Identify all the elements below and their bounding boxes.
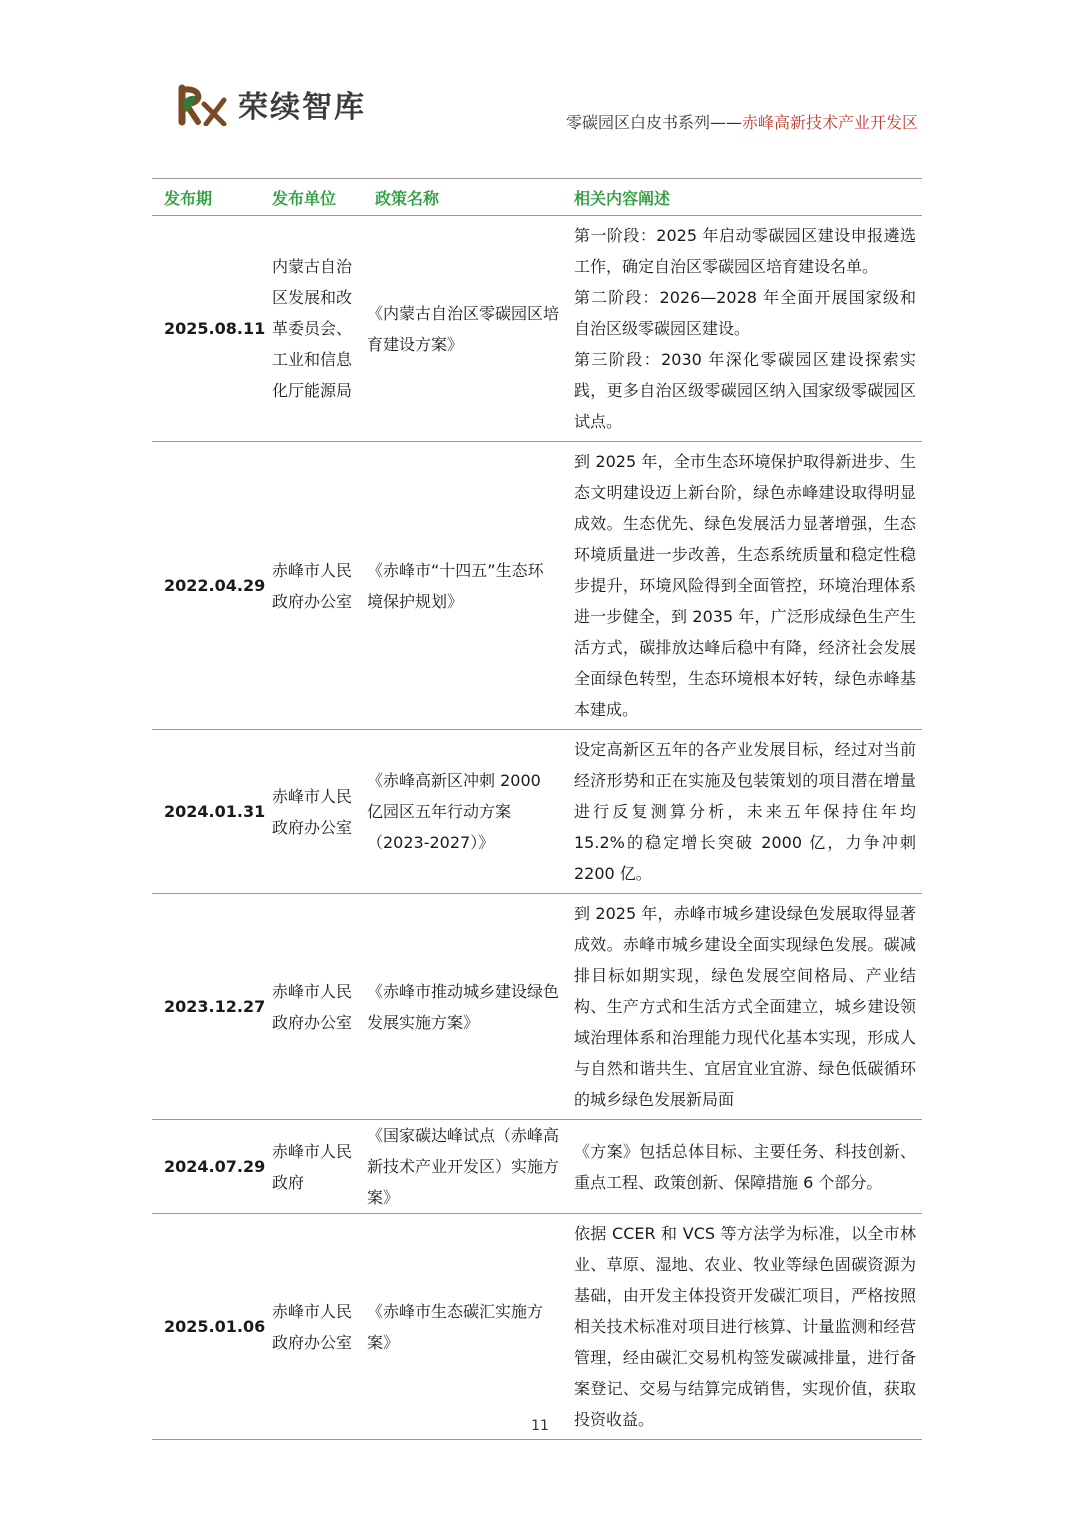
row-unit: 内蒙古自治 区发展和改 革委员会、 工业和信息 化厅能源局 [260,216,363,442]
row-policy-name: 《国家碳达峰试点（赤峰高新技术产业开发区）实施方案》 [363,1120,565,1214]
description-paragraph: 第二阶段：2026—2028 年全面开展国家级和自治区级零碳园区建设。 [574,288,916,338]
row-unit: 赤峰市人民 政府办公室 [260,730,363,894]
row-description [565,730,922,894]
header-unit: 发布单位 [260,179,363,216]
row-unit: 赤峰市人民 政府办公室 [260,894,363,1120]
row-description [565,1120,922,1214]
row-date: 2024.07.29 [152,1120,260,1214]
series-highlight: 赤峰高新技术产业开发区 [741,113,918,132]
table-row [152,894,922,1120]
row-description [565,216,922,442]
table-row [152,442,922,730]
row-policy-name: 《赤峰市生态碳汇实施方案》 [363,1214,565,1440]
row-description [565,894,922,1120]
description-paragraph: 设定高新区五年的各产业发展目标，经过对当前经济形势和正在实施及包装策划的项目潜在增量进行反复测算分析，未来五年保持住年均 15.2%的稳定增长突破 2000 亿，力争冲刺 2200 亿。 [574,740,916,883]
brand-logo [176,80,366,128]
header-date: 发布期 [152,179,260,216]
row-description [565,1214,922,1440]
row-date: 2024.01.31 [152,730,260,894]
table-row [152,1120,922,1214]
policy-table [152,178,922,1440]
row-policy-name: 《赤峰市“十四五”生态环境保护规划》 [363,442,565,730]
row-date: 2025.08.11 [152,216,260,442]
table-row [152,216,922,442]
row-date: 2025.01.06 [152,1214,260,1440]
table-header-row [152,179,922,216]
table-row [152,730,922,894]
description-paragraph: 依据 CCER 和 VCS 等方法学为标准，以全市林业、草原、湿地、农业、牧业等绿色固碳资源为基础，由开发主体投资开发碳汇项目，严格按照相关技术标准对项目进行核算、计量监测和经营管理，经由碳汇交易机构签发碳减排量，进行备案登记、交易与结算完成销售，实现价值，获取投资收益。 [574,1224,916,1429]
description-paragraph: 到 2025 年，全市生态环境保护取得新进步、生态文明建设迈上新台阶，绿色赤峰建设取得明显成效。生态优先、绿色发展活力显著增强，生态环境质量进一步改善，生态系统质量和稳定性稳步提升，环境风险得到全面管控，环境治理体系进一步健全，到 2035 年，广泛形成绿色生产生活方式，碳排放达峰后稳中有降，经济社会发展全面绿色转型，生态环境根本好转，绿色赤峰基本建成。 [574,452,916,719]
description-paragraph: 《方案》包括总体目标、主要任务、科技创新、重点工程、政策创新、保障措施 6 个部分。 [574,1141,916,1192]
row-policy-name: 《内蒙古自治区零碳园区培育建设方案》 [363,216,565,442]
row-unit: 赤峰市人民 政府 [260,1120,363,1214]
table-row [152,1214,922,1440]
page-number: 11 [531,1418,549,1434]
brand-name: 荣续智库 [238,90,366,125]
row-policy-name: 《赤峰市推动城乡建设绿色发展实施方案》 [363,894,565,1120]
series-prefix: 零碳园区白皮书系列—— [565,113,742,132]
row-unit: 赤峰市人民 政府办公室 [260,442,363,730]
description-paragraph: 第一阶段：2025 年启动零碳园区建设申报遴选工作，确定自治区零碳园区培育建设名单。 [574,226,916,276]
description-paragraph: 第三阶段：2030 年深化零碳园区建设探索实践，更多自治区级零碳园区纳入国家级零碳园区试点。 [574,350,916,431]
header-policy-name: 政策名称 [363,179,565,216]
series-title [566,110,918,133]
row-policy-name: 《赤峰高新区冲刺 2000 亿园区五年行动方案（2023-2027）》 [363,730,565,894]
rx-logo-icon [176,82,232,126]
row-date: 2023.12.27 [152,894,260,1120]
header-description: 相关内容阐述 [565,179,922,216]
row-date: 2022.04.29 [152,442,260,730]
row-description [565,442,922,730]
row-unit: 赤峰市人民 政府办公室 [260,1214,363,1440]
description-paragraph: 到 2025 年，赤峰市城乡建设绿色发展取得显著成效。赤峰市城乡建设全面实现绿色发展。碳减排目标如期实现，绿色发展空间格局、产业结构、生产方式和生活方式全面建立，城乡建设领域治理体系和治理能力现代化基本实现，形成人与自然和谐共生、宜居宜业宜游、绿色低碳循环的城乡绿色发展新局面 [574,904,916,1109]
